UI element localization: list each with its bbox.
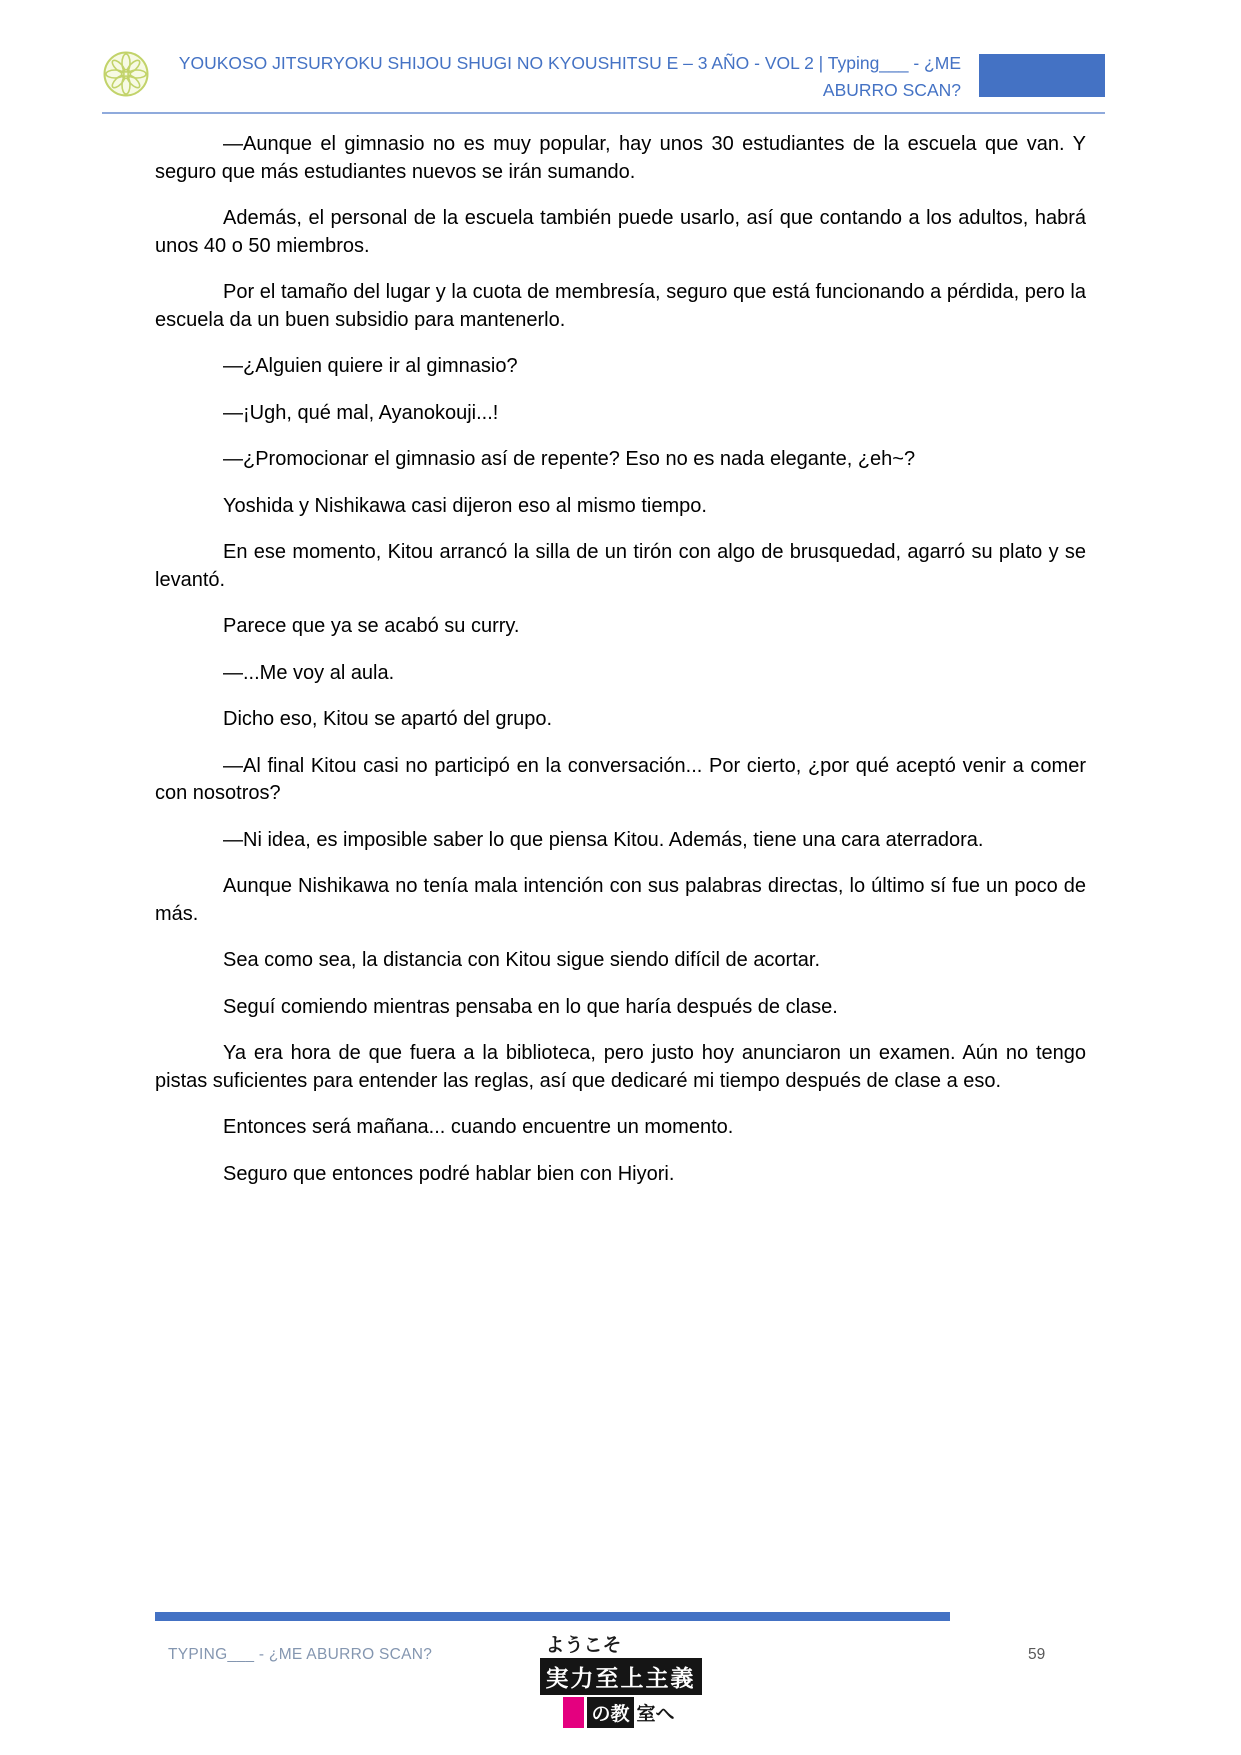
paragraph: —Aunque el gimnasio no es muy popular, hay unos 30 estudiantes de la escuela que van. Y seguro que más estudiantes nuevos se irán sumando. bbox=[155, 133, 1086, 183]
series-logo-title-box: 実力至上主義 bbox=[540, 1658, 702, 1695]
paragraph: Entonces será mañana... cuando encuentre un momento. bbox=[223, 1116, 734, 1138]
paragraph: Yoshida y Nishikawa casi dijeron eso al mismo tiempo. bbox=[223, 494, 707, 517]
paragraph: Seguro que entonces podré hablar bien con Hiyori. bbox=[223, 1162, 675, 1185]
series-logo bbox=[540, 1630, 702, 1728]
paragraph: En ese momento, Kitou arrancó la silla de un tirón con algo de brusquedad, agarró su plato y se levantó. bbox=[155, 541, 1086, 591]
paragraph: —Al final Kitou casi no participó en la conversación... Por cierto, ¿por qué aceptó venir a comer con nosotros? bbox=[155, 754, 1086, 804]
paragraph: Por el tamaño del lugar y la cuota de membresía, seguro que está funcionando a pérdida, pero la escuela da un buen subsidio para mantenerlo. bbox=[155, 281, 1086, 331]
header-divider bbox=[102, 112, 1105, 114]
series-logo-accent-box bbox=[563, 1697, 584, 1728]
header-accent-rect bbox=[979, 54, 1105, 97]
footer-scan-credit: TYPING___ - ¿ME ABURRO SCAN? bbox=[168, 1646, 433, 1663]
paragraph: Ya era hora de que fuera a la biblioteca, pero justo hoy anunciaron un examen. Aún no tengo pistas suficientes para entender las reglas, así que dedicaré mi tiempo después de clase a eso. bbox=[155, 1042, 1086, 1092]
series-logo-bottom-row bbox=[563, 1697, 677, 1728]
paragraph: —¡Ugh, qué mal, Ayanokouji...! bbox=[223, 401, 499, 424]
paragraph: —¿Promocionar el gimnasio así de repente? Eso no es nada elegante, ¿eh~? bbox=[223, 448, 916, 470]
paragraph: Sea como sea, la distancia con Kitou sigue siendo difícil de acortar. bbox=[223, 949, 821, 971]
footer-divider-bar bbox=[155, 1612, 950, 1621]
series-logo-kana-boxed: の教 bbox=[587, 1697, 633, 1728]
page-header bbox=[102, 46, 1105, 104]
series-logo-kana-top: ようこそ bbox=[545, 1634, 622, 1656]
paragraph: —¿Alguien quiere ir al gimnasio? bbox=[223, 355, 518, 377]
paragraph: Parece que ya se acabó su curry. bbox=[223, 615, 520, 637]
paragraph: —Ni idea, es imposible saber lo que piensa Kitou. Además, tiene una cara aterradora. bbox=[223, 828, 984, 851]
paragraph: Dicho eso, Kitou se apartó del grupo. bbox=[223, 708, 553, 730]
paragraph: Además, el personal de la escuela también puede usarlo, así que contando a los adultos, habrá unos 40 o 50 miembros. bbox=[155, 207, 1086, 257]
page-number: 59 bbox=[1028, 1646, 1046, 1663]
paragraph: Aunque Nishikawa no tenía mala intención con sus palabras directas, lo último sí fue un poco de más. bbox=[155, 875, 1086, 925]
paragraph: Seguí comiendo mientras pensaba en lo que haría después de clase. bbox=[223, 995, 838, 1018]
document-body bbox=[155, 131, 1086, 1207]
flower-seal-icon bbox=[102, 50, 150, 98]
series-logo-kana-plain: 室へ bbox=[636, 1703, 675, 1725]
paragraph: —...Me voy al aula. bbox=[223, 661, 395, 684]
header-title: YOUKOSO JITSURYOKU SHIJOU SHUGI NO KYOUSHITSU E – 3 AÑO - VOL 2 | Typing___ - ¿ME ABURRO SCAN? bbox=[178, 53, 961, 100]
